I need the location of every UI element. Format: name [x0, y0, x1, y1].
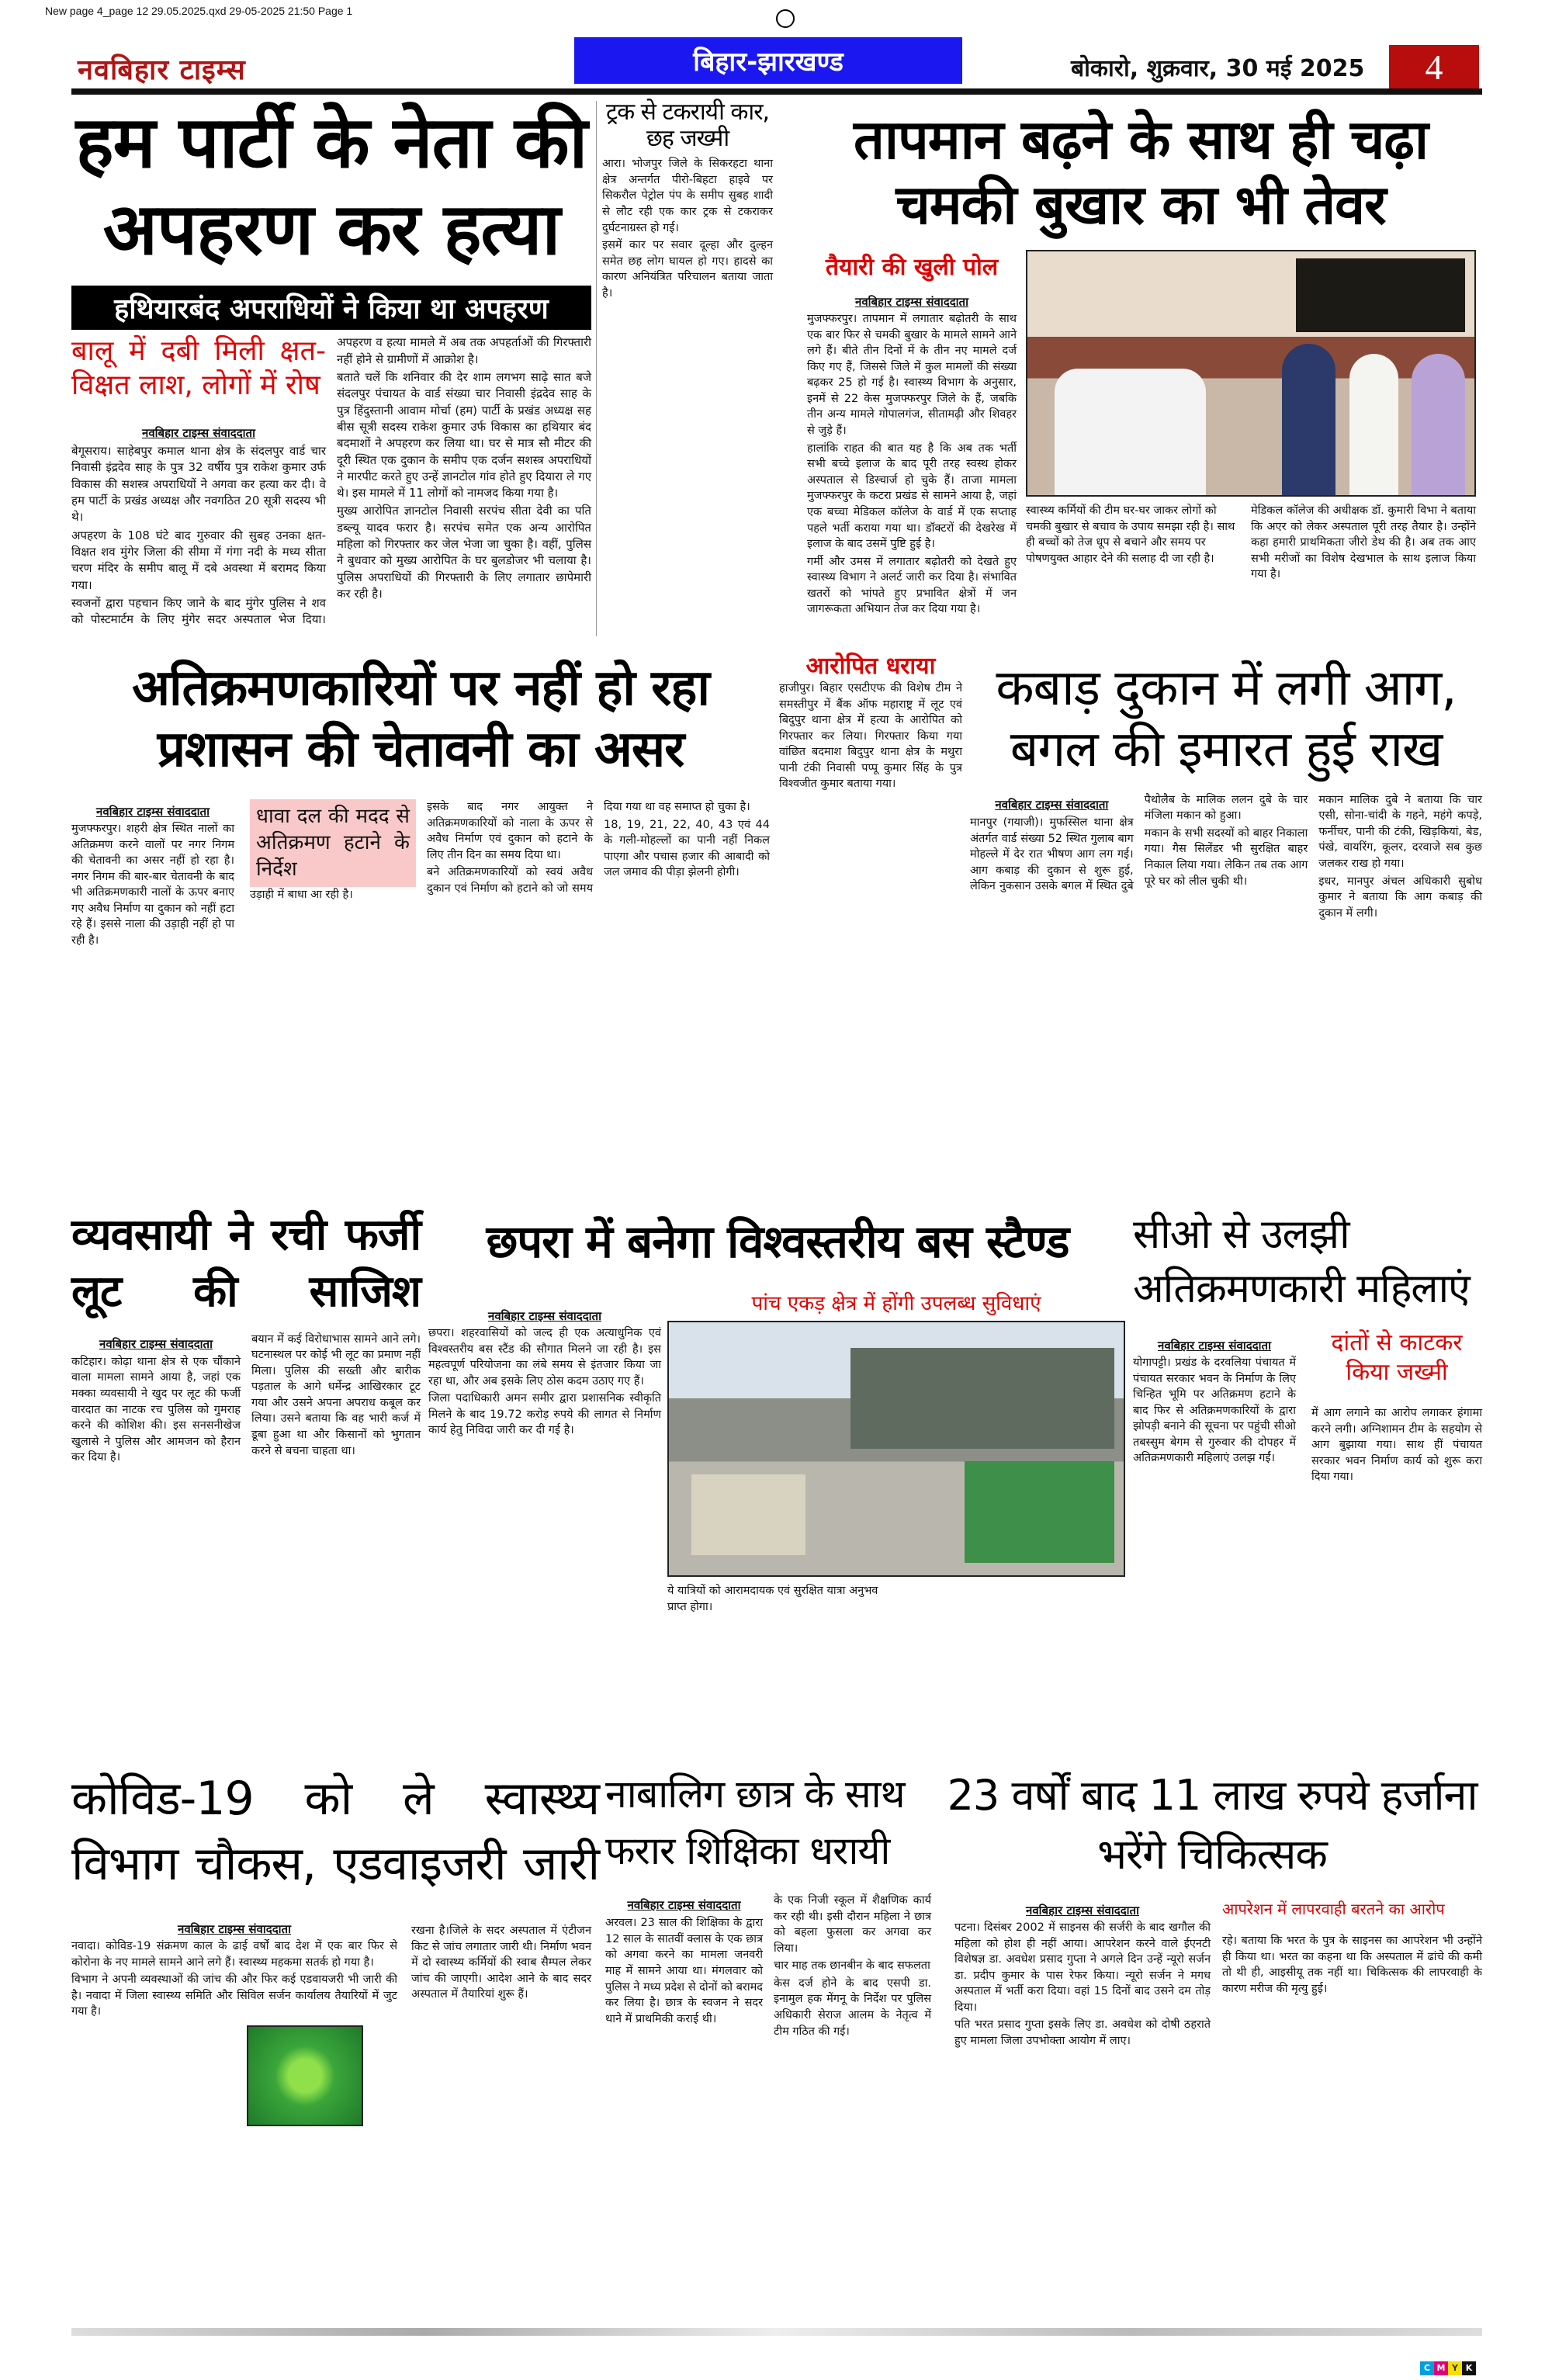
paragraph: इधर, मानपुर अंचल अधिकारी सुबोध कुमार ने बताया कि आग कबाड़ की दुकान में लगी। [1318, 875, 1482, 920]
dateline: बोकारो, शुक्रवार, 30 मई 2025 [1071, 55, 1365, 82]
headline: नाबालिग छात्र के साथ फरार शिक्षिका धरायी [605, 1772, 905, 1873]
person-figure [1055, 369, 1207, 495]
cmyk-mark-m: M [1434, 2361, 1448, 2375]
bus [691, 1474, 805, 1555]
story-body [970, 792, 1482, 922]
story-temperature-body [807, 250, 1017, 619]
paragraph: 18, 19, 21, 22, 40, 43 एवं 44 के गली-मोहल्लों का पानी नहीं निकल पाएगा और पचास हजार की आबादी को जल जमाव की पीड़ा झेलनी होगी। [604, 818, 770, 879]
paragraph: इसके बाद नगर आयुक्त ने अतिक्रमणकारियों को नाला के ऊपर से अवैध निर्माण एवं दुकान को हटाने के लिए तीन दिन का समय दिया था। [427, 801, 593, 861]
story-body [602, 156, 773, 301]
story-body [71, 334, 591, 628]
paragraph: अपहरण के 108 घंटे बाद गुरुवार की सुबह उनका क्षत-विक्षत शव मुंगेर जिला की सीमा में गंगा नदी के मध्य सीता चरण मंदिर के समीप बालू में दबे अवस्था में बरामद किया गया। [71, 528, 326, 592]
paragraph: स्वजनों द्वारा पहचान किए जाने के बाद मुंगेर पुलिस ने शव को पोस्टमार्टम के लिए मुंगेर सदर अस्पताल भेज दिया। अपहरण व हत्या मामले में अब तक अपहर्ताओं की गिरफ्तारी नहीं होने से ग्रामीणों में आक्रोश है। [71, 335, 591, 627]
red-subhead: आपरेशन में लापरवाही बरतने का आरोप [1222, 1900, 1445, 1918]
person-figure [1282, 344, 1335, 495]
red-headline: आरोपित धराया [805, 653, 936, 680]
story-body [71, 1938, 397, 2020]
byline: नवबिहार टाइम्स संवाददाता [995, 797, 1109, 812]
story-body-continued [1222, 1933, 1482, 1997]
highlight-box: धावा दल की मदद से अतिक्रमण हटाने के निर्देश [250, 799, 416, 887]
headline: तापमान बढ़ने के साथ ही चढ़ा चमकी बुखार का भी तेवर [854, 108, 1428, 237]
byline: नवबिहार टाइम्स संवाददाता [488, 1309, 601, 1323]
story-body [807, 311, 1017, 618]
paragraph: आरा। भोजपुर जिले के सिकरहटा थाना क्षेत्र अन्तर्गत पीरो-बिहटा हाइवे पर सिकरौल पेट्रोल पंप के समीप सुबह शादी से लौट रही एक कार ट्रक से टकराकर दुर्घटनाग्रस्त हो गई। [602, 158, 773, 234]
person-figure [1349, 354, 1398, 495]
newspaper-logo: नवबिहार टाइम्स [78, 54, 246, 86]
paragraph: मेडिकल कॉलेज की अधीक्षक डॉ. कुमारी विभा ने बताया कि अएर को लेकर अस्पताल पूरी तरह तैयार है। उन्होंने कहा हमारी प्राथमिकता जीरो डेथ की है। अब तक आए सभी मरीजों का विशेष देखभाल के साथ इलाज किया गया है। [1251, 504, 1476, 581]
person-figure [1412, 354, 1465, 495]
story-temperature [799, 107, 1482, 237]
headline: कबाड़ दुकान में लगी आग, बगल की इमारत हुई राख [996, 660, 1457, 779]
color-calibration-bar [71, 2328, 1482, 2336]
bus [965, 1461, 1114, 1562]
headline: छपरा में बनेगा विश्वस्तरीय बस स्टैण्ड [486, 1215, 1069, 1268]
section-title: बिहार-झारखण्ड [574, 37, 962, 84]
paragraph: बने अतिक्रमणकारियों को स्वयं अवैध दुकान एवं निर्माण को हटाने को जो समय दिया गया था वह समाप्त हो चुका है। [427, 801, 750, 895]
paragraph: गर्मी और उमस में लगातार बढ़ोतरी को देखते हुए स्वास्थ्य विभाग ने अलर्ट जारी कर दिया है। संभावित खतरों को भांपते हुए प्रभावित क्षेत्रों में जन जागरूकता अभियान तेज कर दिया गया है। [807, 555, 1017, 616]
byline: नवबिहार टाइम्स संवाददाता [1158, 1339, 1271, 1353]
paragraph: के एक निजी स्कूल में शैक्षणिक कार्य कर रही थी। इसी दौरान महिला ने छात्र को बहला फुसला कर अगवा कर लिया। [774, 1894, 931, 1955]
story-body [71, 1332, 421, 1466]
column-divider [596, 101, 597, 636]
story-body [1133, 1355, 1296, 1467]
story-body [428, 1325, 661, 1439]
story-body [605, 1893, 931, 2039]
notice-board [1296, 258, 1466, 331]
paragraph: रहे। बताया कि भरत के पुत्र के साइनस का आपरेशन भी उन्होंने ही किया था। भरत का कहना था कि अस्पताल में ढांचे की कमी तो थी ही, आइसीयू तक नहीं था। चिकित्सक की लापरवाही के कारण मरीज की मृत्यु हुई। [1222, 1935, 1482, 1995]
cmyk-mark-y: Y [1448, 2361, 1462, 2375]
story-nabalig [605, 1766, 931, 2039]
paragraph: पति भरत प्रसाद गुप्ता इसके लिए डा. अवधेश को दोषी ठहराते हुए मामला जिला उपभोक्ता आयोग में लाए। [954, 2018, 1211, 2048]
paragraph: पटना। दिसंबर 2002 में साइनस की सर्जरी के बाद खगौल की महिला को होश ही नहीं आया। आपरेशन करने वाले ईएनटी विशेषज्ञ डा. अवधेश प्रसाद गुप्ता ने अगले दिन उन्हें न्यूरो सर्जन डा. प्रदीप कुमार के पास रेफर किया। न्यूरो सर्जन ने मगध अस्पताल में भर्ती करा दिया। वहां 15 दिनों बाद उसने दम तोड़ दिया। [954, 1921, 1211, 2014]
story-co [1133, 1207, 1482, 1316]
paragraph: योगापट्टी। प्रखंड के दरवलिया पंचायत में पंचायत सरकार भवन के निर्माण के लिए चिन्हित भूमि पर अतिक्रमण हटाने के बाद फिर से अतिक्रमणकारियों के द्वारा झोपड़ी बनाने की सूचना पर पहुंची सीओ तबस्सुम बेगम से गुरुवार की दोपहर में अतिक्रमणकारी महिलाएं उलझ गईं। [1133, 1356, 1296, 1465]
story-body-continued [1251, 503, 1476, 584]
cmyk-mark-k: K [1462, 2361, 1476, 2375]
paragraph: मानपुर (गयाजी)। मुफस्सिल थाना क्षेत्र अंतर्गत वार्ड संख्या 52 स्थित गुलाब बाग मोहल्ले में देर रात भीषण आग लग गई। आग कबाड़ की दुकान से शुरू हुई, लेकिन नुकसान उसके बगल में स्थित दुबे पैथोलैब के मालिक ललन दुबे के चार मंजिला मकान को हुआ। [970, 793, 1308, 893]
coronavirus-illustration [247, 2025, 363, 2126]
file-tag: New page 4_page 12 29.05.2025.qxd 29-05-2025 21:50 Page 1 [45, 5, 353, 17]
byline: नवबिहार टाइम्स संवाददाता [627, 1898, 741, 1912]
headline: अतिक्रमणकारियों पर नहीं हो रहा प्रशासन की चेतावनी का असर [132, 660, 709, 779]
story-covid [71, 1766, 599, 1897]
paragraph: नवादा। कोविड-19 संक्रमण काल के ढाई वर्षों बाद देश में एक बार फिर से कोरोना के नए मामले सामने आने लगे हैं। स्वास्थ्य महकमा सतर्क हो गया है। [71, 1940, 397, 1969]
story-chhapra-col [428, 1304, 661, 1440]
paragraph: इसमें कार पर सवार दूल्हा और दुल्हन समेत छह लोग घायल हो गए। हादसे का कारण अनियंत्रित परिचालन बताया जाता है। [602, 239, 773, 300]
headline: ट्रक से टकरायी कार, छह जख्मी [605, 99, 770, 152]
paragraph: मकान के सभी सदस्यों को बाहर निकाला गया। गैस सिलेंडर भी सुरक्षित बाहर निकाल लिया गया। लेकिन तब तक आग पूरे घर को लील चुकी थी। [1144, 826, 1308, 888]
story-atikraman-col1 [71, 799, 234, 951]
paragraph: हाजीपुर। बिहार एसटीएफ की विशेष टीम ने समस्तीपुर में बैंक ऑफ महाराष्ट्र में लूट एवं बिदुपुर थाना क्षेत्र में हत्या के आरोपित को गिरफ्तार कर लिया। गिरफ्तार किया गया वांछित बदमाश बिदुपुर थाना क्षेत्र के मथुरा पानी टंकी निवासी पप्पू कुमार सिंह के पुत्र विश्वजीत कुमार बताया गया। [779, 682, 962, 791]
story-vyavsayi [71, 1207, 421, 1466]
paragraph: बताते चलें कि शनिवार की देर शाम लगभग साढ़े सात बजे संदलपुर पंचायत के वार्ड संख्या चार निवासी इंद्रदेव साह के पुत्र हिंदुस्तानी आवाम मोर्चा (हम) पार्टी के प्रखंड अध्यक्ष सह बीस सूत्री सदस्य राकेश कुमार उर्फ विकास का हथियार बंद बदमाशों ने अपहरण कर लिया था। घर से मात्र सौ मीटर की दूरी स्थित एक दुकान के समीप एक दर्जन सशस्त्र अपराधियों ने मारपीट करते हुए उन्हें ज्ञानटोल गांव होते हुए दियारा ले गए थे। इस मामले में 11 लोगों को नामजद किया गया है। [337, 370, 591, 501]
story-hum-party [71, 99, 591, 628]
paragraph: कटिहार। कोढ़ा थाना क्षेत्र से एक चौंकाने वाला मामला सामने आया है, जहां एक मक्का व्यवसायी ने खुद पर लूट की फर्जी वारदात का नाटक रच पुलिस को गुमराह करने की कोशिश की। इस सनसनीखेज खुलासे ने पुलिस और आमजन को हैरान कर दिया है। [71, 1355, 241, 1464]
paragraph: मकान मालिक दुबे ने बताया कि चार एसी, सोना-चांदी के गहने, महंगे कपड़े, फर्नीचर, पानी की टंकी, खिड़कियां, बेड, पंखे, वायरिंग, कूलर, दरवाजे सब कुछ जलकर राख हो गया। [1318, 793, 1482, 871]
paragraph: केस दर्ज होने के बाद एसपी डा. इनामुल हक मेंगनू के निर्देश पर पुलिस अधिकारी सेराज आलम के नेतृत्व में टीम गठित की गई। [774, 1976, 931, 2038]
byline: नवबिहार टाइम्स संवाददाता [142, 425, 255, 440]
headline: कोविड-19 को ले स्वास्थ्य विभाग चौकस, एडवाइजरी जारी [71, 1772, 599, 1891]
story-atikraman-col2 [250, 799, 770, 903]
registration-mark-icon [776, 9, 795, 28]
cmyk-mark-c: C [1420, 2361, 1434, 2375]
paragraph: मुजफ्फरपुर। शहरी क्षेत्र स्थित नालों का अतिक्रमण करने वालों पर नगर निगम की चेतावनी का असर नहीं हो रहा है। नगर निगम की बार-बार चेतावनी के बाद भी अतिक्रमणकारी नालों के ऊपर बनाए गए अवैध निर्माण या दुकान को नहीं हटा रहे हैं। इससे नाला की उड़ाही नहीं हो पा रही है। [71, 823, 234, 947]
story-harjana [941, 1766, 1484, 1883]
byline: नवबिहार टाइम्स संवाददाता [178, 1922, 291, 1936]
red-subhead: तैयारी की खुली पोल [825, 254, 999, 281]
byline: नवबिहार टाइम्स संवाददाता [99, 1336, 213, 1351]
story-harjana-col2 [1222, 1898, 1482, 1998]
story-co-col2 [1311, 1329, 1482, 1487]
paragraph: छपरा। शहरवासियों को जल्द ही एक अत्याधुनिक एवं विश्वस्तरीय बस स्टैंड की सौगात मिलने जा रही है। इस महत्वपूर्ण परियोजना का लंबे समय से इंतजार किया जा रहा था, और अब इसके लिए ठोस कदम उठाए गए हैं। [428, 1327, 661, 1387]
story-body-continued [250, 799, 770, 903]
news-photo-bus-stand [667, 1321, 1125, 1577]
paragraphs [605, 1893, 931, 2039]
story-chhapra [428, 1217, 1127, 1267]
page-number: 4 [1389, 45, 1479, 88]
byline: नवबिहार टाइम्स संवाददाता [855, 295, 968, 309]
banner-subhead: हथियारबंद अपराधियों ने किया था अपहरण [71, 286, 591, 330]
red-subhead: पांच एकड़ क्षेत्र में होंगी उपलब्ध सुविधाएं [751, 1292, 1041, 1315]
byline: नवबिहार टाइम्स संवाददाता [96, 805, 210, 819]
news-photo-hospital-meeting [1026, 250, 1476, 497]
paragraph: मुजफ्फरपुर। तापमान में लगातार बढ़ोतरी के साथ एक बार फिर से चमकी बुखार के मामले सामने आने लगे हैं। बीते तीन दिनों में के तीन नए मामले दर्ज किए गए हैं, जिससे जिले में कुल मामलों की संख्या बढ़कर 25 हो गई है। स्वास्थ्य विभाग के अनुसार, इनमें से 22 केस मुजफ्फरपुर जिले के हैं, जबकि तीन अन्य मामले गोपालगंज, सीतामढ़ी और शिवहर से जुड़े हैं। [807, 313, 1017, 438]
photo-caption: ये यात्रियों को आरामदायक एवं सुरक्षित यात्रा अनुभव प्राप्त होगा। [667, 1585, 878, 1613]
headline: 23 वर्षों बाद 11 लाख रुपये हर्जाना भरेंगे चिकित्सक [947, 1771, 1478, 1879]
story-aropit [779, 649, 962, 794]
story-kabad [970, 658, 1482, 921]
paragraph: चार माह तक छानबीन के बाद सफलता [774, 1959, 930, 1973]
story-body-continued [1311, 1405, 1482, 1485]
story-body [71, 821, 234, 949]
red-subhead: दांतों से काटकर किया जख्मी [1331, 1329, 1463, 1386]
paragraph: रखना है।जिले के सदर अस्पताल में एंटीजन किट से जांच लगातार जारी थी। निर्माण भवन में दो स्वास्थ्य कर्मियों की स्वाब सैम्पल लेकर जांच की जाएगी। आदेश आने के बाद सदर अस्पताल में तैयारियां शुरू हैं। [411, 1924, 591, 2001]
story-co-col1 [1133, 1333, 1296, 1468]
story-harjana-col1 [954, 1898, 1211, 2051]
story-covid-col1 [71, 1917, 397, 2021]
story-truck [602, 99, 773, 303]
red-subhead: बालू में दबी मिली क्षत-विक्षत लाश, लोगों में रोष [71, 335, 326, 401]
building-shed [850, 1348, 1114, 1449]
paragraph: बेगूसराय। साहेबपुर कमाल थाना क्षेत्र के संदलपुर वार्ड चार निवासी इंद्रदेव साह के पुत्र 32 वर्षीय पुत्र राकेश कुमार उर्फ विकास की सशस्त्र अपराधियों ने अगवा कर हत्या कर दी। वे हम पार्टी के प्रखंड अध्यक्ष और नवगठित 20 सूत्री सदस्य भी थे। [71, 444, 326, 525]
header-rule [71, 88, 1482, 95]
paragraph: जिला पदाधिकारी अमन समीर द्वारा प्रशासनिक स्वीकृति मिलने के बाद 19.72 करोड़ रुपये की लागत से निर्माण कार्य हेतु निविदा जारी कर दी गई है। [428, 1392, 661, 1437]
headline: हम पार्टी के नेता की अपहरण कर हत्या [75, 101, 587, 272]
paragraph: उड़ाही में बाधा आ रही है। [250, 889, 353, 902]
headline: व्यवसायी ने रची फर्जी लूट की साजिश [71, 1210, 421, 1317]
byline: नवबिहार टाइम्स संवाददाता [1026, 1904, 1139, 1918]
photo-caption: स्वास्थ्य कर्मियों की टीम घर-घर जाकर लोगों को चमकी बुखार से बचाव के उपाय समझा रही है। साथ ही बच्चों को तेज धूप से बचाने और समय पर पोषणयुक्त आहार देने की सलाह दी जा रही है। [1026, 504, 1235, 565]
paragraph: में आग लगाने का आरोप लगाकर हंगामा करने लगी। अग्निशामन टीम के सहयोग से आग बुझाया गया। साथ हीं पंचायत सरकार भवन निर्माण कार्य को शुरू करा दिया गया। [1311, 1407, 1482, 1484]
paragraph: विभाग ने अपनी व्यवस्थाओं की जांच की और फिर कई एडवायजरी भी जारी की है। नवादा में जिला स्वास्थ्य समिति और सिविल सर्जन कार्यालय तैयारियों में जुट गया है। [71, 1973, 397, 2018]
paragraph: बयान में कई विरोधाभास सामने आने लगे। घटनास्थल पर कोई भी लूट का प्रमाण नहीं मिला। पुलिस की सख्ती और बारीक पड़ताल के आगे धर्मेन्द्र आखिरकार टूट गया और उसने अपना अपराध कबूल कर लिया। उसने बताया कि वह भारी कर्ज में डूबा हुआ था और किसानों को भुगतान करने से बचना चाहता था। [251, 1332, 421, 1457]
paragraph: मुख्य आरोपित ज्ञानटोल निवासी सरपंच सीता देवी का पति डब्ल्यू यादव फरार है। सरपंच समेत एक अन्य आरोपित महिला को गिरफ्तार कर जेल भेजा जा चुका है। वहीं, पुलिस ने बुधवार को मुख्य आरोपित के घर बुलडोजर भी चलाया है। पुलिस अपराधियों की गिरफ्तारी के लिए लगातार छापेमारी कर रही है। [337, 504, 591, 601]
paragraph: अरवल। 23 साल की शिक्षिका के द्वारा 12 साल के सातवीं क्लास के एक छात्र को अगवा करने का मामला जनवरी माह में सामने आया था। मंगलवार को पुलिस ने मध्य प्रदेश से दोनों को बरामद कर लिया है। छात्र के स्वजन ने सदर थाने में प्राथमिकी कराई थी। [605, 1917, 763, 2025]
story-body [954, 1920, 1211, 2049]
story-atikraman [71, 658, 770, 781]
headline: सीओ से उलझी अतिक्रमणकारी महिलाएं [1133, 1211, 1470, 1313]
story-body-continued [411, 1923, 591, 2004]
story-body [779, 681, 962, 792]
paragraph: हालांकि राहत की बात यह है कि अब तक भर्ती सभी बच्चे इलाज के बाद पूरी तरह स्वस्थ होकर अस्पताल से डिस्चार्ज हो चुके हैं। ताजा मामला मुजफ्फरपुर के कटरा प्रखंड से सामने आया है, जहां एक बच्चा मेडिकल कॉलेज के वार्ड में एक सप्ताह पहले भर्ती कराया गया था। डॉक्टरों की देखरेख में इलाज के बाद उसमें पुष्टि हुई है। [807, 442, 1017, 551]
